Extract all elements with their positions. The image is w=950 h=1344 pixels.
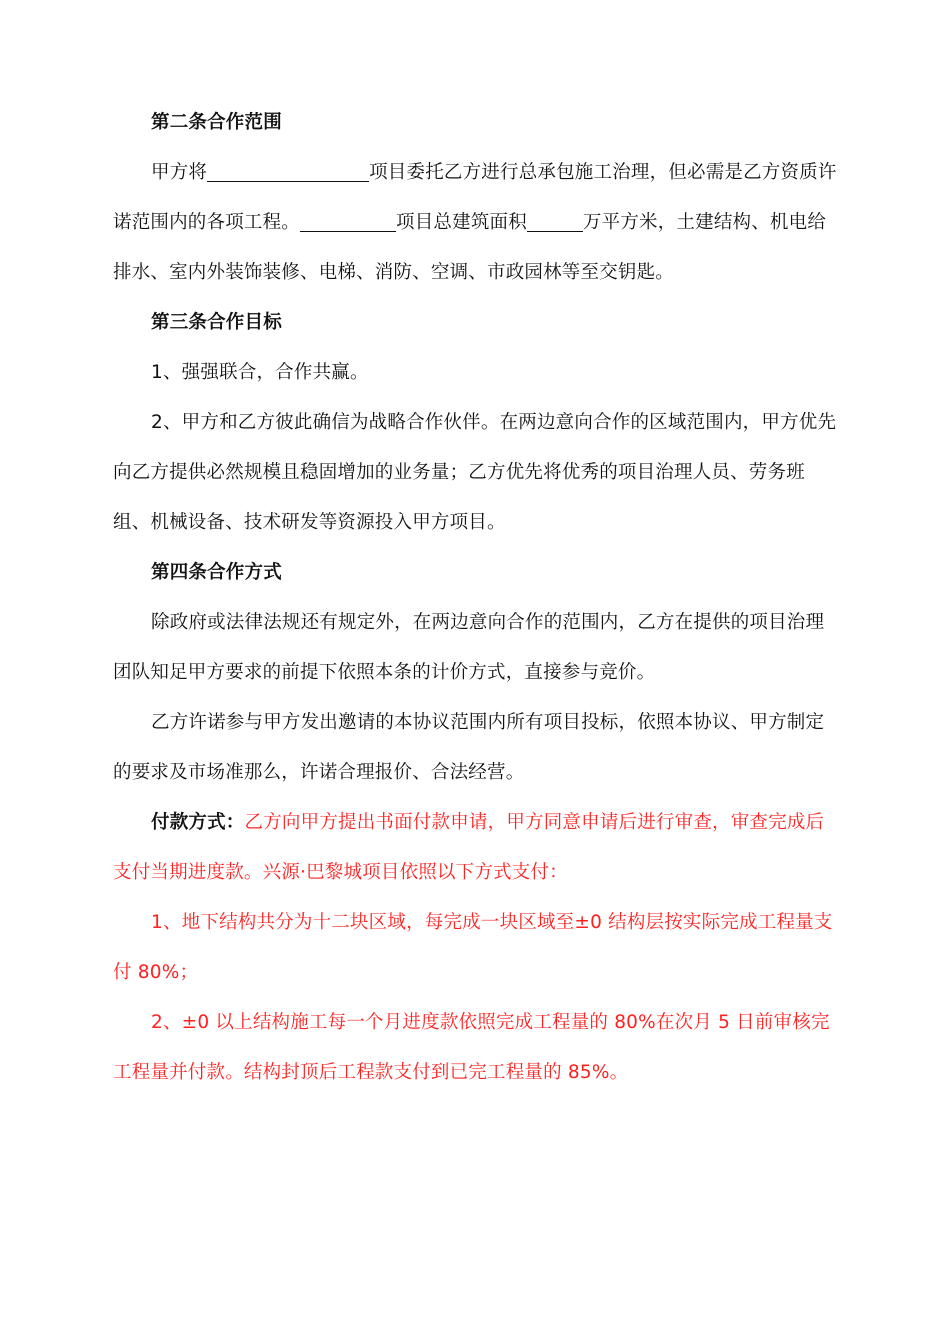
payment-method-text: 乙方向甲方提出书面付款申请，甲方同意申请后进行审查，审查完成后支付当期进度款。兴源·巴黎城项目依照以下方式支付：: [113, 812, 825, 883]
scope-text-4: 万平方米，土建结构、机电给排水、室内外装饰装修、电梯、消防、空调、市政园林等至交钥匙。: [113, 212, 827, 283]
article-2-heading: 第二条合作范围: [151, 112, 282, 133]
article-4-heading: 第四条合作方式: [151, 562, 282, 583]
payment-item-2: 2、±0 以上结构施工每一个月进度款依照完成工程量的 80%在次月 5 日前审核完工程量并付款。结构封顶后工程款支付到已完工程量的 85%。: [113, 1012, 830, 1083]
scope-text-1: 甲方将: [151, 162, 208, 183]
project-name-blank: [207, 157, 369, 182]
goal-item-1: 1、强强联合，合作共赢。: [151, 362, 369, 383]
payment-method-paragraph: [113, 798, 841, 898]
article-3-heading: 第三条合作目标: [151, 312, 282, 333]
scope-text-2: 项目委托乙方进行总承包施工治理，但必需是乙方资质许诺范围内的各项工程。: [113, 162, 837, 233]
payment-method-label: 付款方式：: [151, 812, 245, 833]
cooperation-paragraph-1: 除政府或法律法规还有规定外，在两边意向合作的范围内，乙方在提供的项目治理团队知足甲方要求的前提下依照本条的计价方式，直接参与竞价。: [113, 612, 825, 683]
payment-item-1: 1、地下结构共分为十二块区域，每完成一块区域至±0 结构层按实际完成工程量支付 80%；: [113, 912, 833, 983]
document-body: [113, 98, 841, 1098]
cooperation-paragraph-2: 乙方许诺参与甲方发出邀请的本协议范围内所有项目投标，依照本协议、甲方制定的要求及市场准那么，许诺合理报价、合法经营。: [113, 712, 825, 783]
area-blank: [527, 207, 583, 232]
goal-item-2: 2、甲方和乙方彼此确信为战略合作伙伴。在两边意向合作的区域范围内，甲方优先向乙方提供必然规模且稳固增加的业务量；乙方优先将优秀的项目治理人员、劳务班组、机械设备、技术研发等资源投入甲方项目。: [113, 412, 837, 533]
project-blank: [300, 207, 396, 232]
scope-text-3: 项目总建筑面积: [396, 212, 527, 233]
article-2-scope-paragraph: [113, 148, 841, 298]
